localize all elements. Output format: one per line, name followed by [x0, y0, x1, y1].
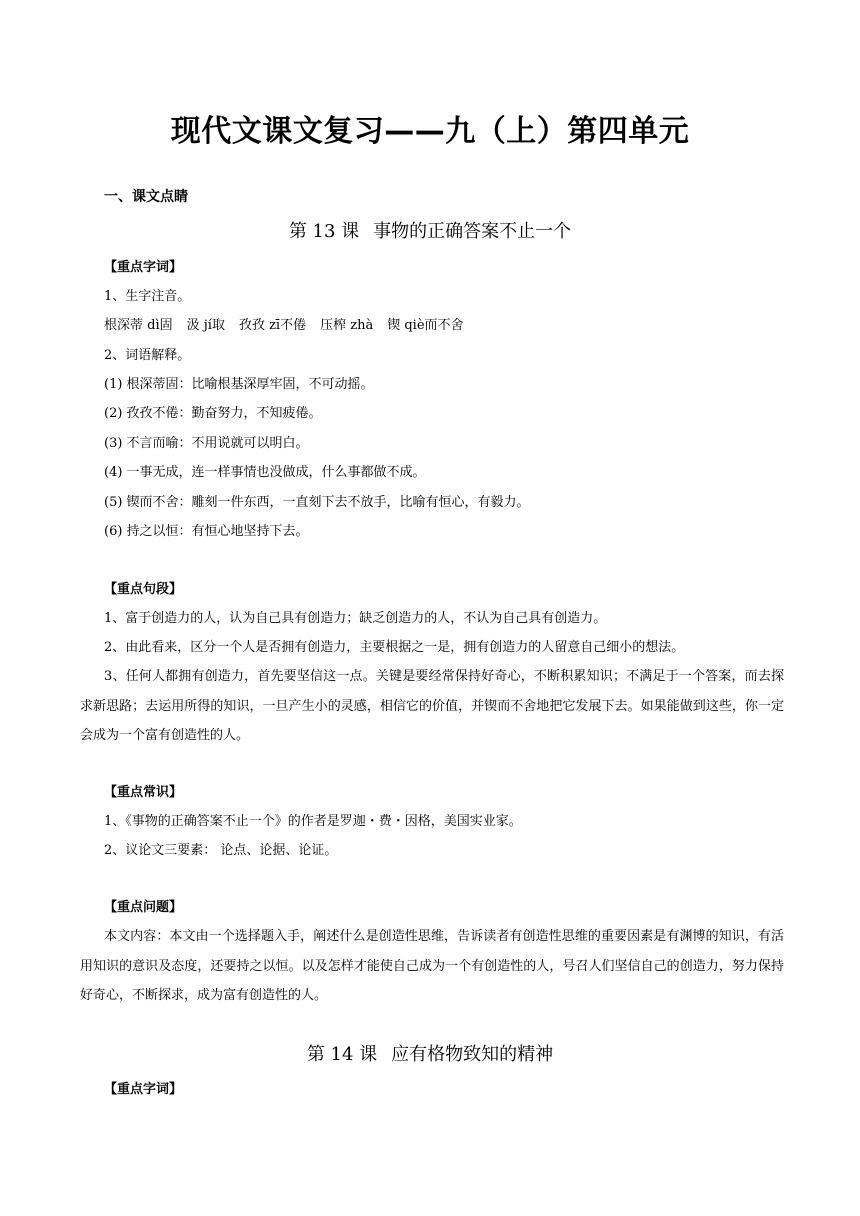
key-questions-label: 【重点问题】: [104, 900, 183, 915]
pinyin-item: 根深蒂 dì固: [104, 318, 173, 333]
key-sentence-paragraph: 3、任何人都拥有创造力，首先要坚信这一点。关键是要经常保持好奇心，不断积累知识；不满足于一个答案，而去探求新思路；去运用所得的知识，一旦产生小的灵感，相信它的价值，并锲而不舍地把它发展下去。如果能做到这些，你一定会成为一个富有创造性的人。: [80, 669, 784, 743]
pinyin-list: [104, 316, 478, 336]
key-sentences-label: 【重点句段】: [104, 582, 183, 597]
key-knowledge-label: 【重点常识】: [104, 785, 183, 800]
knowledge-item: 1、《事物的正确答案不止一个》的作者是罗迦・费・因格，美国实业家。: [104, 814, 522, 829]
lesson-14-name: 应有格物致知的精神: [391, 1044, 554, 1065]
key-sentence: 1、富于创造力的人，认为自己具有创造力；缺乏创造力的人，不认为自己具有创造力。: [104, 611, 607, 626]
key-words-label: 【重点字词】: [104, 260, 183, 275]
pinyin-heading: 1、生字注音。: [104, 289, 191, 304]
knowledge-item: 2、议论文三要素： 论点、论据、论证。: [104, 843, 338, 858]
lesson-13-name: 事物的正确答案不止一个: [373, 221, 572, 242]
definition-item: (5) 锲而不舍：雕刻一件东西，一直刻下去不放手，比喻有恒心，有毅力。: [104, 495, 530, 510]
lesson-14-key-words-label: 【重点字词】: [104, 1082, 183, 1097]
definition-item: (1) 根深蒂固：比喻根基深厚牢固，不可动摇。: [104, 377, 374, 392]
pinyin-item: 压榨 zhà: [320, 318, 374, 333]
definition-item: (3) 不言而喻：不用说就可以明白。: [104, 436, 309, 451]
section-heading: 一、课文点睛: [104, 189, 188, 205]
page-title: 现代文课文复习——九（上）第四单元: [170, 114, 690, 149]
pinyin-item: 锲 qiè而不舍: [387, 318, 464, 333]
definition-item: (4) 一事无成，连一样事情也没做成，什么事都做不成。: [104, 465, 426, 480]
lesson-13-number: 第 13 课: [288, 221, 360, 242]
lesson-13-heading: [0, 220, 860, 244]
pinyin-item: 汲 jí取: [186, 318, 225, 333]
lesson-14-heading: [0, 1043, 860, 1067]
pinyin-item: 孜孜 zī不倦: [238, 318, 307, 333]
definition-item: (6) 持之以恒：有恒心地坚持下去。: [104, 524, 309, 539]
key-sentence: 2、由此看来，区分一个人是否拥有创造力，主要根据之一是，拥有创造力的人留意自己细小的想法。: [104, 640, 685, 655]
key-questions-paragraph: 本文内容：本文由一个选择题入手，阐述什么是创造性思维，告诉读者有创造性思维的重要因素是有渊博的知识，有活用知识的意识及态度，还要持之以恒。以及怎样才能使自己成为一个有创造性的人，号召人们坚信自己的创造力，努力保持好奇心，不断探求，成为富有创造性的人。: [80, 929, 784, 1003]
lesson-14-number: 第 14 课: [306, 1044, 378, 1065]
definitions-heading: 2、词语解释。: [104, 348, 191, 363]
definition-item: (2) 孜孜不倦：勤奋努力，不知疲倦。: [104, 406, 322, 421]
